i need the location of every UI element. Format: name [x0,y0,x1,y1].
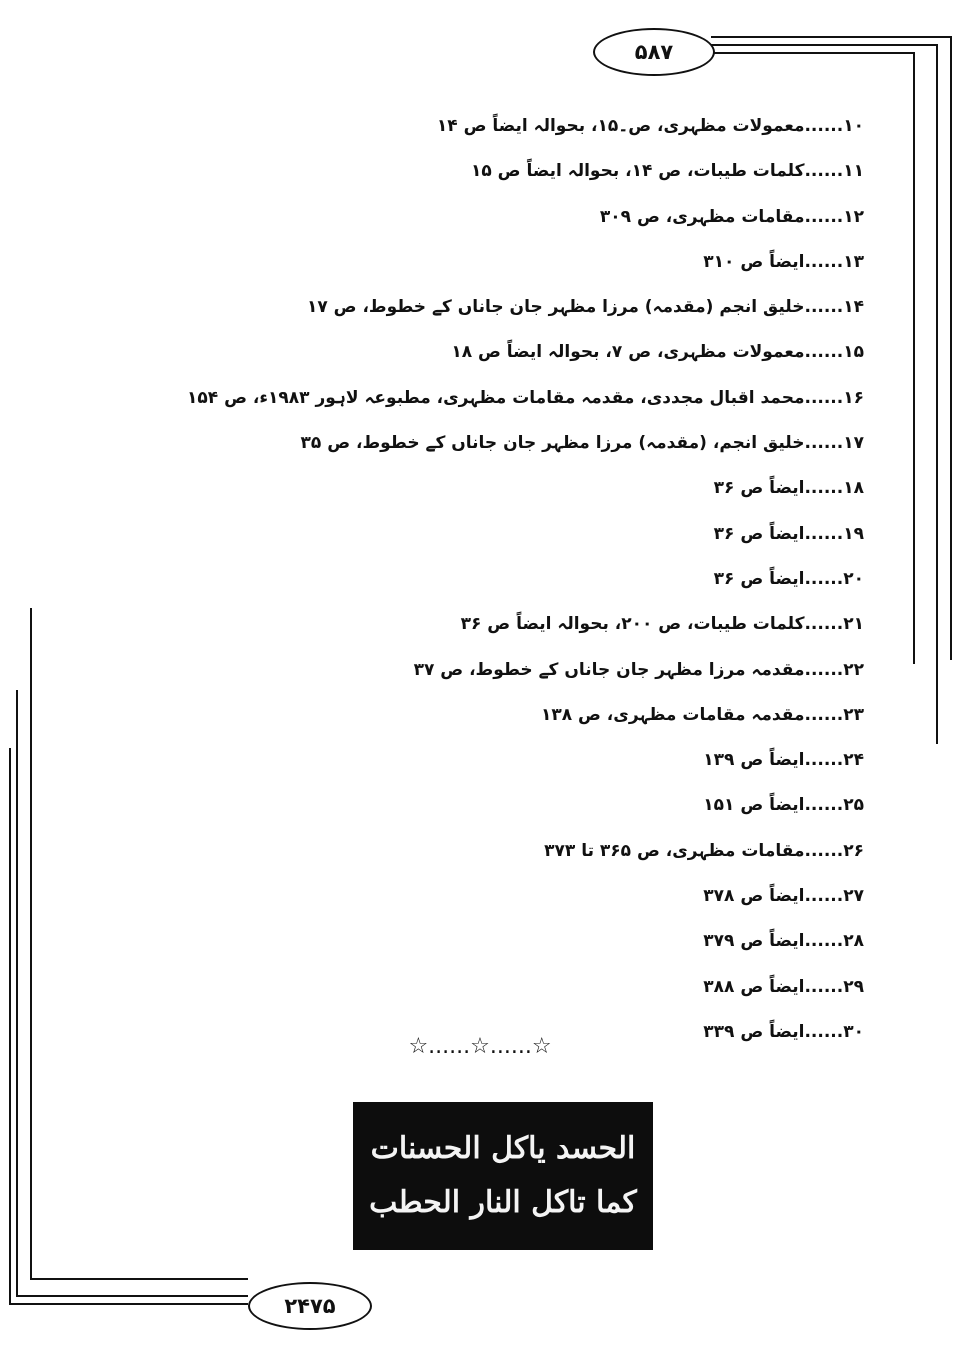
footnote-item: ۱۳......ایضاً ص ۳۱۰ [703,251,864,272]
footnote-item: ۲۴......ایضاً ص ۱۳۹ [703,750,864,771]
footnote-item: ۲۵......ایضاً ص ۱۵۱ [703,795,864,816]
footnote-item: ۲۲......مقدمہ مرزا مظہر جان جاناں کے خطوط، ص ۳۷ [413,659,864,680]
frame-line [30,608,32,1278]
page-number-top [593,28,715,76]
frame-line [913,52,915,664]
frame-line [9,1303,248,1305]
footnote-item: ۲۰......ایضاً ص ۳۶ [713,568,864,589]
footnote-item: ۲۳......مقدمہ مقامات مظہری، ص ۱۳۸ [540,704,864,725]
frame-line [936,44,938,744]
footnote-item: ۱۷......خلیق انجم، (مقدمہ) مرزا مظہر جان جاناں کے خطوط، ص ۳۵ [300,433,864,454]
footnote-item: ۲۱......کلمات طیبات، ص ۲۰۰، بحوالہ ایضاً ص ۳۶ [460,614,864,635]
footnote-item: ۲۶......مقامات مظہری، ص ۳۶۵ تا ۳۷۳ [544,840,864,861]
footnote-item: ۱۶......محمد اقبال مجددی، مقدمہ مقامات مظہری، مطبوعہ لاہور ۱۹۸۳ء، ص ۱۵۴ [187,387,864,408]
footnote-item: ۱۵......معمولات مظہری، ص ۷، بحوالہ ایضاً ص ۱۸ [451,342,864,363]
frame-line [711,36,952,38]
page-number-bottom [248,1282,372,1330]
frame-line [711,52,915,54]
footnote-item: ۱۱......کلمات طیبات، ص ۱۴، بحوالہ ایضاً ص ۱۵ [471,161,864,182]
plaque-line-2: کما تاکل النار الحطب [369,1185,637,1220]
frame-line [711,44,938,46]
footnote-list [187,104,864,1055]
page-number-bottom-text: ۲۴۷۵ [284,1294,336,1318]
footnote-item: ۱۲......مقامات مظہری، ص ۳۰۹ [599,206,864,227]
calligraphy-plaque [353,1102,653,1250]
footnote-item: ۲۹......ایضاً ص ۳۸۸ [703,976,864,997]
footnote-item: ۲۸......ایضاً ص ۳۷۹ [703,931,864,952]
footnote-item: ۱۹......ایضاً ص ۳۶ [713,523,864,544]
footnote-item: ۱۸......ایضاً ص ۳۶ [713,478,864,499]
page-number-top-text: ۵۸۷ [634,40,674,64]
star-divider: ☆......☆......☆ [408,1033,552,1059]
frame-line [16,1295,248,1297]
frame-line [16,690,18,1296]
footnote-item: ۱۴......خلیق انجم (مقدمہ) مرزا مظہر جان جاناں کے خطوط، ص ۱۷ [306,297,864,318]
frame-line [9,748,11,1304]
footnote-item: ۱۰......معمولات مظہری، ص۔۱۵، بحوالہ ایضاً ص ۱۴ [436,116,864,136]
frame-line [950,36,952,660]
plaque-line-1: الحسد یاکل الحسنات [370,1131,636,1166]
footnote-item: ۲۷......ایضاً ص ۳۷۸ [703,886,864,907]
frame-line [30,1278,248,1280]
footnote-item: ۳۰......ایضاً ص ۳۳۹ [703,1021,864,1042]
